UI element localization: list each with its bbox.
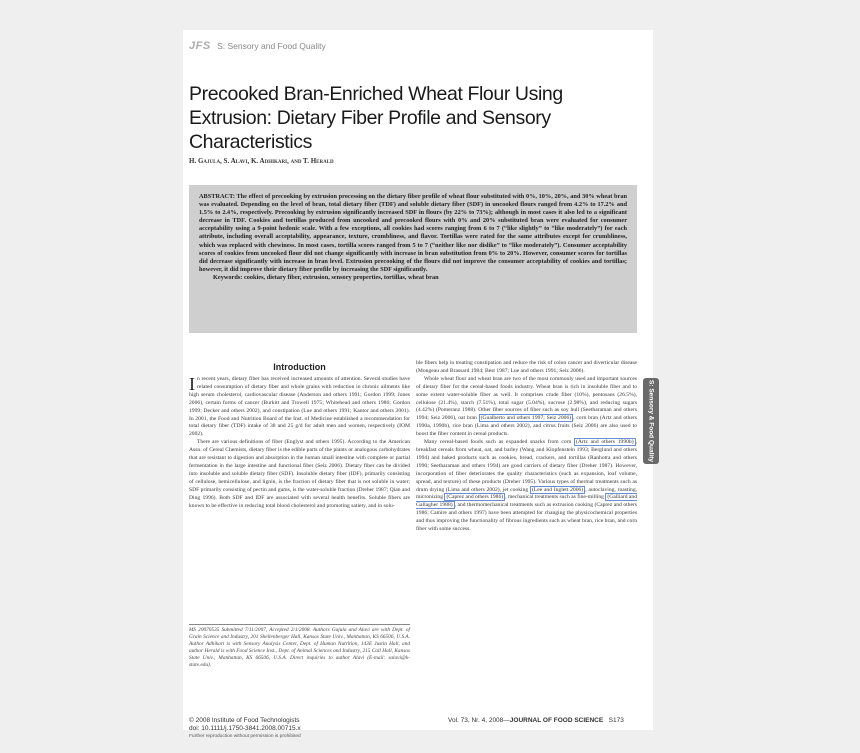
- permission-note: Further reproduction without permission is prohibited: [189, 734, 301, 739]
- citation-link[interactable]: (Artz and others 1990b): [576, 439, 634, 446]
- paragraph-text: n recent years, dietary fiber has received increased amounts of attention. Several studies have related consumption of dietary fiber and whole grains with reduction in chronic ailments like high serum cholesterol, cardiovascular disease (Anderson and others 1991; Gordon 1999; Jones 2006), certain forms of cancer (Burkitt and Trowell 1975; Whitehead and others 1986; Gordon 1999; Decker and others 2002), and constipation (Lue and others 1991; Kantor and others 2001). In 2001, the Food and Nutrition Board of the Inst. of Medicine established a recommendation for total dietary fiber (TDF) intake of 38 and 25 g/d for adult men and women, respectively (IOM 2002).: [189, 376, 410, 438]
- column-left: [189, 362, 410, 510]
- copyright: © 2008 Institute of Food Technologists: [189, 717, 300, 724]
- side-section-tab: [643, 378, 659, 464]
- author-list: H. Gajula, S. Alavi, K. Adhikari, and T. Herald: [189, 157, 334, 165]
- column-right: [416, 360, 637, 534]
- paragraph: [416, 439, 637, 534]
- abstract-box: [189, 185, 637, 333]
- citation-link[interactable]: (Lee and Inglett 2006): [531, 486, 584, 493]
- paragraph-text: Many cereal-based foods such as expanded snacks from corn: [424, 439, 575, 446]
- section-heading: Introduction: [273, 362, 326, 372]
- page-footer-right: [448, 717, 624, 724]
- paragraph-text: , mechanical treatments such as fine-milling: [505, 494, 606, 501]
- paragraph-text: , breakfast cereals from wheat, oat, and barley (Wang and Klopfenstein 1993; Berglund and others 1994) and baked products such as cookies, bread, crackers, and tortillas (Ranhotra and others 1990; Seetharaman and others 1994) are good carriers of dietary fiber (Dreher 1987). However, incorporation of fiber deteriorates the quality characteristics (such as expansion, loaf volume, spread, and texture) of these products (Dreher 1995). Various types of thermal treatments such as drum drying (Lima and others 2002), jet cooking: [416, 439, 637, 493]
- journal-name: JOURNAL OF FOOD SCIENCE: [509, 717, 604, 724]
- paragraph: [189, 376, 410, 439]
- keywords: Keywords: cookies, dietary fiber, extrusion, sensory properties, tortillas, wheat bran: [213, 273, 439, 281]
- citation-link[interactable]: (Caprez and others 1986): [446, 494, 504, 501]
- footnote-rule: [189, 624, 410, 625]
- citation-link[interactable]: (Gualberto and others 1997; Seiz 2006): [480, 415, 572, 422]
- article-title: Precooked Bran-Enriched Wheat Flour Using Extrusion: Dietary Fiber Profile and Sensory Characteristics: [189, 83, 563, 153]
- page-number: S173: [608, 717, 624, 724]
- journal-logo: JFS: [189, 40, 211, 52]
- footnote: MS 20070535 Submitted 7/11/2007, Accepted 2/1/2008. Authors Gajula and Alavi are with Dept. of Grain Science and Industry, 201 Shellenberger Hall, Kansas State Univ., Manhattan, KS 66506, U.S.A. Author Adhikari is with Sensory Analysis Center, Dept. of Human Nutrition, 143E Justin Hall, and author Herald is with Food Science Inst., Dept. of Animal Sciences and Industry, 215 Call Hall, Kansas State Univ., Manhattan, KS 66506, U.S.A. Direct inquiries to author Alavi (E-mail: salavi@k-state.edu).: [189, 627, 410, 668]
- paragraph-text: , and thermomechanical treatments such as extrusion cooking (Caprez and others 1986; Camire and others 1997) have been attempted for changing the physicochemical properties and thus improving the functionality of fibrous ingredients such as wheat bran, rice bran, and corn fiber with some success.: [416, 502, 637, 533]
- volume-info: Vol. 73, Nr. 4, 2008—: [448, 717, 510, 724]
- paragraph: ble fibers help in treating constipation and reduce the risk of colon cancer and diverticular disease (Mongeau and Brassard 1984; Best 1987; Lue and others 1991; Seiz 2006).: [416, 360, 637, 374]
- paragraph-text: , corn bran (Artz and others 1990a, 1990b), rice bran (Lima and others 2002), and citrus fruits (Seiz 2006) are also used to boost the fiber content in cereal products.: [416, 415, 637, 438]
- paragraph: [416, 376, 637, 439]
- paragraph: There are various definitions of fiber (Englyst and others 1995). According to the American Assn. of Cereal Chemists, dietary fiber is the edible parts of the plants or analogous carbohydrates that are resistant to digestion and absorption in the human small intestine with complete or partial fermentation in the large intestine and functional fiber (Seiz 2006). Dietary fiber can be divided into insoluble and soluble dietary fiber (SDF). Insoluble dietary fiber (IDF), primarily consisting of cellulose, hemicellulose, and lignin, is the fraction of dietary fiber that is not soluble in water; SDF primarily consisting of pectin and gums, is the water-soluble fraction (Dreher 1987; Qian and Ding 1996). Both SDF and IDF are associated with several health benefits. Soluble fibers are known to be effective in reducing total blood cholesterol and promoting satiety, and in solu-: [189, 439, 410, 509]
- paragraph-text: , autoclaving, roasting, micronizing: [416, 486, 638, 501]
- drop-cap: I: [189, 374, 195, 394]
- citation-link[interactable]: (Galliard and Gallagher 1988): [416, 494, 638, 509]
- paragraph-text: Whole wheat flour and wheat bran are two of the most commonly used and important sources of dietary fiber for the cereal-based foods industry. Wheat bran is rich in insoluble fiber and to some extent water-soluble fiber as well. It comprises crude fiber (10%), pentosans (26.5%), cellulose (21.4%), starch (7.51%), total sugar (5.04%), sucrose (2.98%), and reducing sugars (4.42%) (Pomeranz 1988). Other fiber sources of fiber such as soy hull (Seetharaman and others 1994; Seiz 2006), oat bran: [416, 375, 637, 422]
- page-footer-left: [189, 717, 301, 741]
- abstract-text: ABSTRACT: The effect of precooking by extrusion processing on the dietary fiber profile of wheat flour substituted with 0%, 10%, 20%, and 30% wheat bran was evaluated. Depending on the level of bran, total dietary fiber (TDF) and soluble dietary fiber (SDF) in uncooked flours ranged from 4.2% to 17.2% and 1.5% to 2.4%, respectively. Precooking by extrusion significantly increased SDF in flours (by 22% to 73%); although in most cases it also led to a significant decrease in TDF. Cookies and tortillas produced from uncooked and precooked flours with 0% and 20% substituted bran were evaluated for consumer acceptability using a 9-point hedonic scale. With a few exceptions, all cookies had scores ranging from 6 to 7 (“like slightly” to “like moderately”) for each attribute, including overall acceptability, appearance, texture, crumbliness, and flavor. Tortillas were rated for the same attributes except for crumbliness, which was replaced with chewiness. In most cases, tortilla scores ranged from 5 to 7 (“neither like nor dislike” to “like moderately”). Consumer acceptability scores of cookies from uncooked flour did not change significantly with increase in bran substitution from 0% to 20%. However, consumer scores for tortillas did decrease significantly with increase in bran level. Extrusion precooking of the flours did not improve the consumer acceptability of cookies and tortillas; however, it did improve their dietary fiber profile by increasing the SDF significantly.: [199, 193, 627, 273]
- section-name: S: Sensory and Food Quality: [217, 41, 326, 51]
- side-tab-label: S: Sensory & Food Quality: [647, 380, 655, 462]
- doi: doi: 10.1111/j.1750-3841.2008.00715.x: [189, 725, 301, 732]
- running-header: [189, 40, 326, 52]
